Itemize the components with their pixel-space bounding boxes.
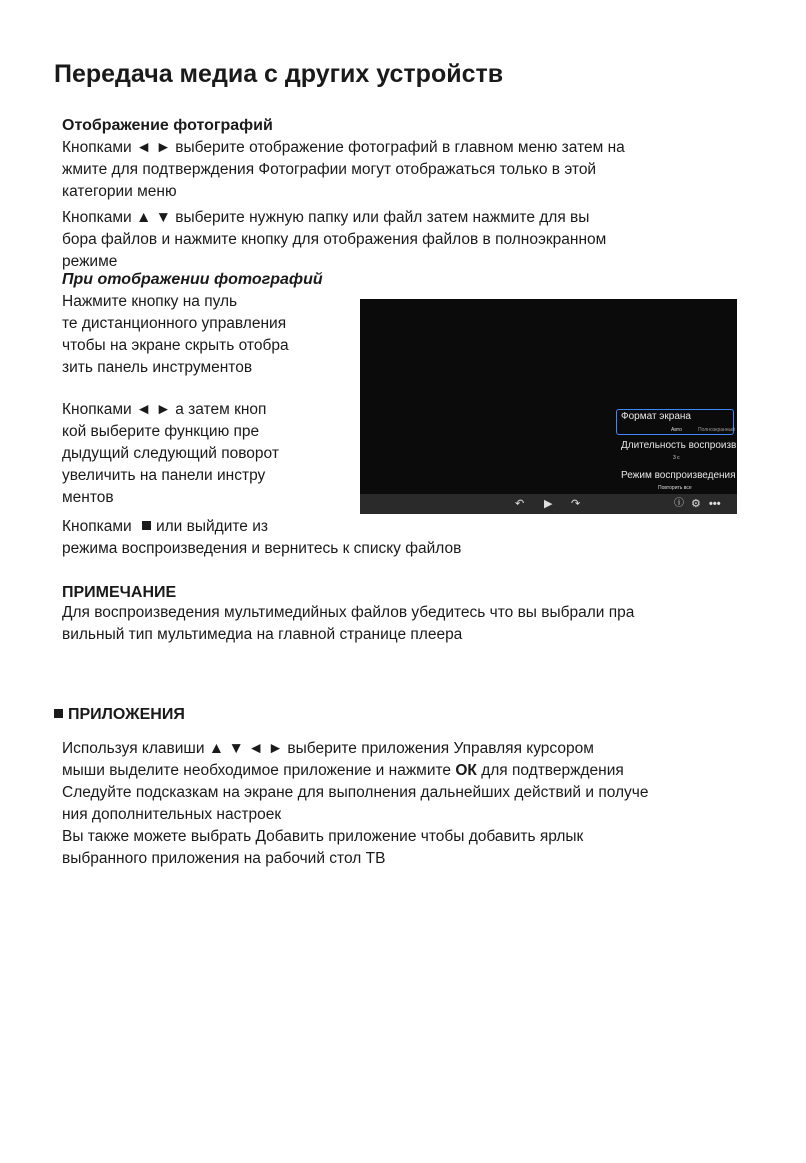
note-heading: ПРИМЕЧАНИЕ (62, 584, 177, 601)
text-line: ментов (62, 489, 114, 506)
photos-paragraph-1 (62, 137, 742, 203)
photos-paragraph-3 (62, 291, 352, 379)
photos-subheading: При отображении фотографий (62, 271, 323, 288)
text-line: зить панель инструментов (62, 359, 253, 376)
text-fragment: или выйдите из (155, 518, 269, 535)
ok-key-label: ОК (455, 762, 477, 779)
photos-paragraph-5-line-2: режима воспроизведения и вернитесь к списку файлов (62, 540, 462, 557)
apps-heading (54, 706, 185, 724)
text-line: чтобы на экране скрыть отобра (62, 337, 289, 354)
play-icon[interactable]: ▶ (544, 498, 553, 510)
page-title: Передача медиа с других устройств (54, 60, 504, 88)
text-line: бора файлов и нажмите кнопку для отображения файлов в полноэкранном (62, 231, 607, 248)
tv-screen-image (360, 299, 737, 514)
menu-item-duration[interactable]: Длительность воспроизв (621, 440, 737, 451)
menu-item-playback-mode[interactable]: Режим воспроизведения (621, 470, 736, 481)
text-line: Для воспроизведения мультимедийных файлов убедитесь что вы выбрали пра (62, 604, 635, 621)
photos-paragraph-5-line-1 (62, 516, 268, 538)
text-line: Кнопками ◄ ► выберите отображение фотографий в главном меню затем на (62, 139, 625, 156)
text-line: выбранного приложения на рабочий стол ТВ (62, 850, 386, 867)
note-paragraph (62, 602, 742, 646)
photos-heading: Отображение фотографий (62, 117, 273, 134)
more-icon[interactable]: ••• (709, 498, 721, 510)
text-line: Вы также можете выбрать Добавить приложение чтобы добавить ярлык (62, 828, 584, 845)
text-line: Кнопками ◄ ► а затем кноп (62, 401, 267, 418)
text-line: Нажмите кнопку на пуль (62, 293, 238, 310)
text-line: категории меню (62, 183, 177, 200)
text-line: Следуйте подсказкам на экране для выполнения дальнейших действий и получе (62, 784, 649, 801)
undo-icon[interactable]: ↶ (515, 498, 525, 510)
menu-item-screen-format[interactable]: Формат экрана (621, 411, 691, 422)
text-line: ния дополнительных настроек (62, 806, 282, 823)
text-line: режиме (62, 253, 118, 270)
menu-sub-value: Полноэкранный (698, 427, 735, 433)
apps-paragraph (62, 738, 752, 870)
bullet-square-icon (54, 709, 63, 718)
text-line: кой выберите функцию пре (62, 423, 260, 440)
text-line: дыдущий следующий поворот (62, 445, 279, 462)
menu-sub-value: Авто (671, 427, 682, 433)
redo-icon[interactable]: ↷ (571, 498, 581, 510)
menu-sub-value: Повторить все (658, 485, 692, 491)
stop-square-icon (142, 521, 151, 530)
text-line: Используя клавиши ▲ ▼ ◄ ► выберите приложения Управляя курсором (62, 740, 594, 757)
player-toolbar (360, 494, 737, 514)
text-fragment: Кнопками (62, 518, 132, 535)
text-line: жмите для подтверждения Фотографии могут отображаться только в этой (62, 161, 597, 178)
settings-icon[interactable]: ⚙ (691, 498, 701, 510)
menu-sub-value: 3 с (673, 455, 680, 461)
info-icon[interactable]: ⓘ (674, 498, 684, 509)
text-line: увеличить на панели инстру (62, 467, 266, 484)
text-line: те дистанционного управления (62, 315, 287, 332)
photos-paragraph-2 (62, 207, 742, 273)
apps-heading-text: ПРИЛОЖЕНИЯ (68, 706, 185, 723)
text-line: мыши выделите необходимое приложение и нажмите ОК для подтверждения (62, 762, 624, 779)
text-line: вильный тип мультимедиа на главной странице плеера (62, 626, 463, 643)
photos-paragraph-4 (62, 399, 352, 509)
text-line: Кнопками ▲ ▼ выберите нужную папку или файл затем нажмите для вы (62, 209, 590, 226)
